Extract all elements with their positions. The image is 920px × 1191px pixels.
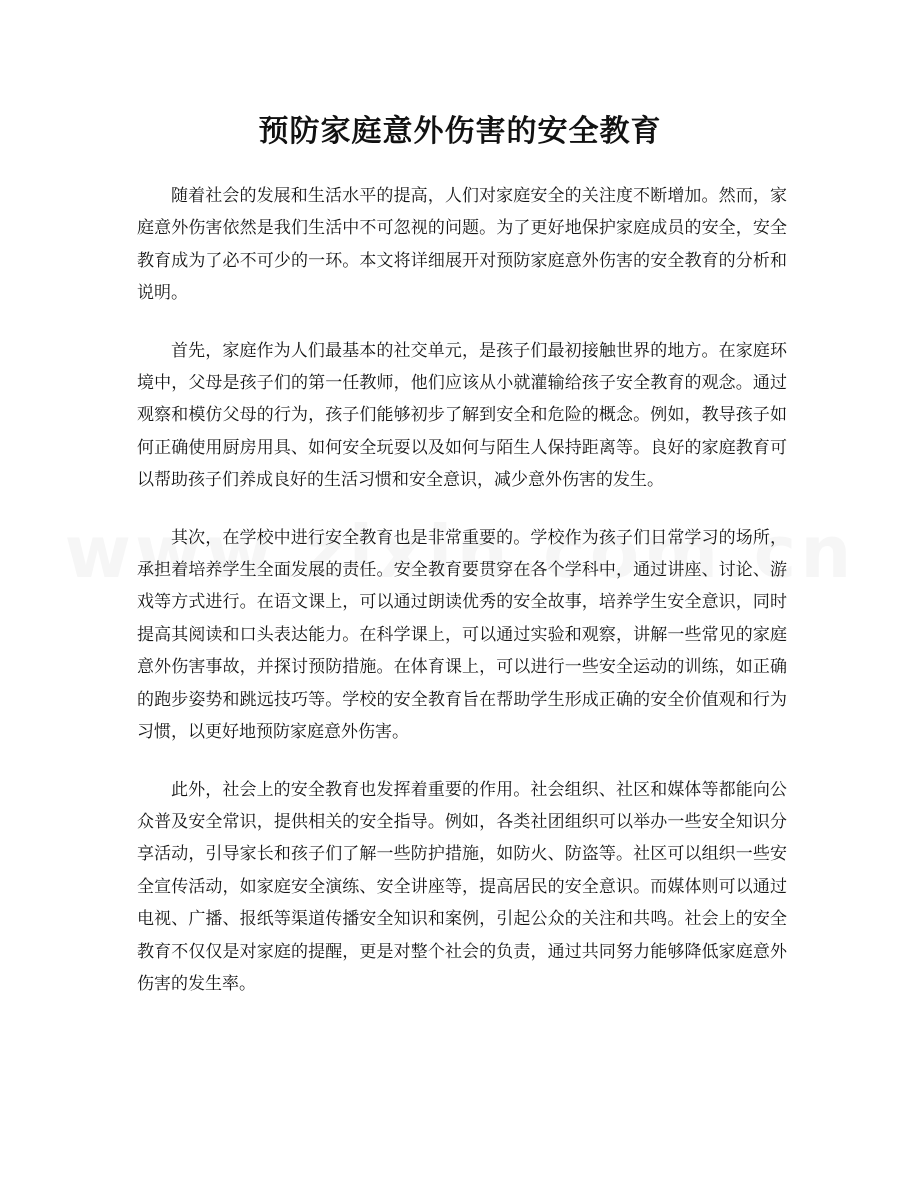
paragraph: 随着社会的发展和生活水平的提高，人们对家庭安全的关注度不断增加。然而，家庭意外伤害依然是我们生活中不可忽视的问题。为了更好地保护家庭成员的安全，安全教育成为了必不可少的一环。本文将详细展开对预防家庭意外伤害的安全教育的分析和说明。 [137, 186, 787, 304]
document-body [137, 180, 787, 1025]
paragraph: 此外，社会上的安全教育也发挥着重要的作用。社会组织、社区和媒体等都能向公众普及安全常识，提供相关的安全指导。例如，各类社团组织可以举办一些安全知识分享活动，引导家长和孩子们了解一些防护措施，如防火、防盗等。社区可以组织一些安全宣传活动，如家庭安全演练、安全讲座等，提高居民的安全意识。而媒体则可以通过电视、广播、报纸等渠道传播安全知识和案例，引起公众的关注和共鸣。社会上的安全教育不仅仅是对家庭的提醒，更是对整个社会的负责，通过共同努力能够降低家庭意外伤害的发生率。 [137, 779, 787, 994]
paragraph: 首先，家庭作为人们最基本的社交单元，是孩子们最初接触世界的地方。在家庭环境中，父母是孩子们的第一任教师，他们应该从小就灌输给孩子安全教育的观念。通过观察和模仿父母的行为，孩子们能够初步了解到安全和危险的概念。例如，教导孩子如何正确使用厨房用具、如何安全玩耍以及如何与陌生人保持距离等。良好的家庭教育可以帮助孩子们养成良好的生活习惯和安全意识，减少意外伤害的发生。 [137, 340, 787, 491]
document-title: 预防家庭意外伤害的安全教育 [258, 114, 662, 149]
paragraph: 其次，在学校中进行安全教育也是非常重要的。学校作为孩子们日常学习的场所，承担着培养学生全面发展的责任。安全教育要贯穿在各个学科中，通过讲座、讨论、游戏等方式进行。在语文课上，可以通过朗读优秀的安全故事，培养学生安全意识，同时提高其阅读和口头表达能力。在科学课上，可以通过实验和观察，讲解一些常见的家庭意外伤害事故，并探讨预防措施。在体育课上，可以进行一些安全运动的训练，如正确的跑步姿势和跳远技巧等。学校的安全教育旨在帮助学生形成正确的安全价值观和行为习惯，以更好地预防家庭意外伤害。 [137, 527, 787, 743]
